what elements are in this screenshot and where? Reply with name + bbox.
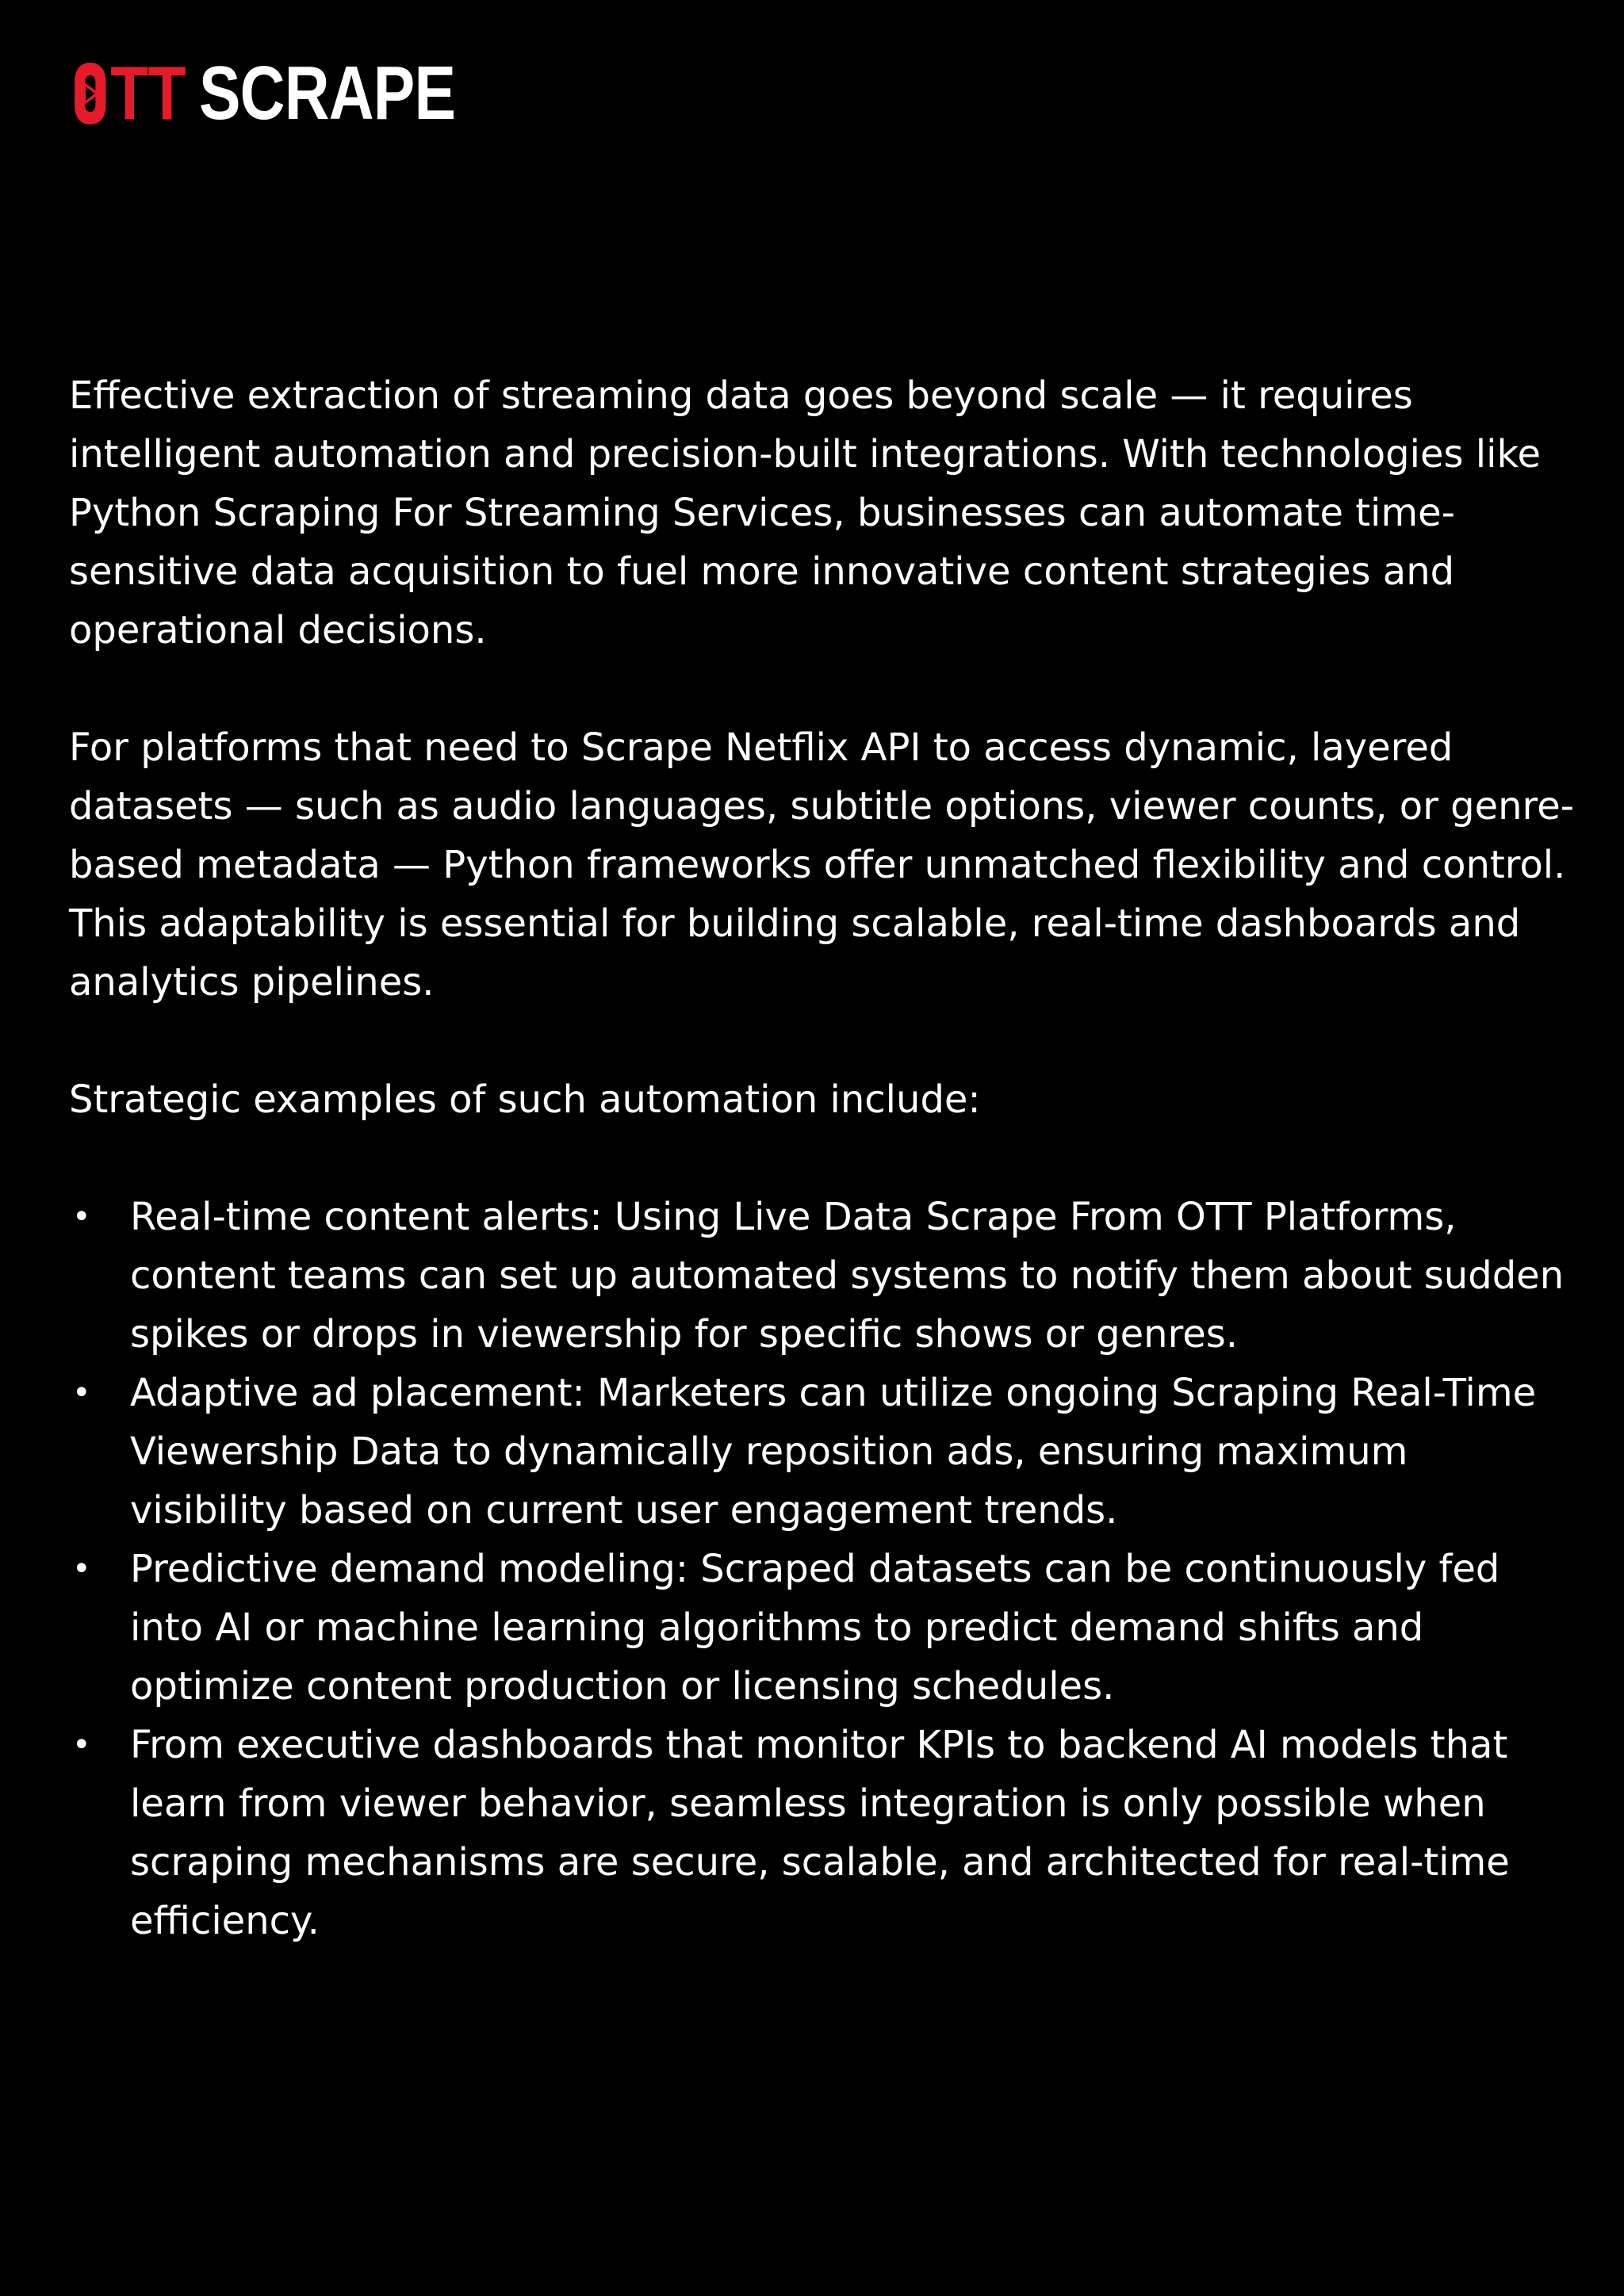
play-button-o-icon [71, 59, 109, 128]
bullet-icon: • [72, 1375, 91, 1411]
list-item-text: Real-time content alerts: Using Live Data Scrape From OTT Platforms, content teams can set up automated systems to notify them about sudden spikes or drops in viewership for specific shows or genres. [130, 1195, 1565, 1357]
list-item-text: From executive dashboards that monitor KPIs to backend AI models that learn from viewer behavior, seamless integration is only possible when scraping mechanisms are secure, scalable, and architected for real-time efficiency. [130, 1723, 1510, 1943]
list-item [69, 1716, 1576, 1950]
list-item [69, 1188, 1576, 1364]
paragraph-intro: Effective extraction of streaming data goes beyond scale — it requires intelligent automation and precision-built integrations. With technologies like Python Scraping For Streaming Services, businesses can automate time-sensitive data acquisition to fuel more innovative content strategies and operational decisions. [69, 373, 1542, 652]
list-item [69, 1364, 1576, 1540]
bullet-icon: • [72, 1199, 91, 1235]
paragraph-examples-lead: Strategic examples of such automation include: [69, 1077, 981, 1122]
bullet-icon: • [72, 1727, 91, 1763]
examples-list [69, 1188, 1576, 1950]
ott-scrape-logo[interactable] [71, 51, 511, 136]
list-item-text: Predictive demand modeling: Scraped datasets can be continuously fed into AI or machine learning algorithms to predict demand shifts and optimize content production or licensing schedules. [130, 1547, 1500, 1709]
paragraph-netflix-api: For platforms that need to Scrape Netflix API to access dynamic, layered datasets — such as audio languages, subtitle options, viewer counts, or genre-based metadata — Python frameworks offer unmatched flexibility and control. This adaptability is essential for building scalable, real-time dashboards and analytics pipelines. [69, 725, 1575, 1004]
article-body [69, 366, 1576, 1950]
bullet-icon: • [72, 1551, 91, 1587]
logo-ott-wordmark [71, 51, 186, 136]
logo-scrape-text: SCRAPE [199, 51, 456, 136]
list-item [69, 1540, 1576, 1716]
list-item-text: Adaptive ad placement: Marketers can utilize ongoing Scraping Real-Time Viewership Data to dynamically reposition ads, ensuring maximum visibility based on current user engagement trends. [130, 1371, 1537, 1533]
logo-tt-text: TT [110, 51, 186, 136]
